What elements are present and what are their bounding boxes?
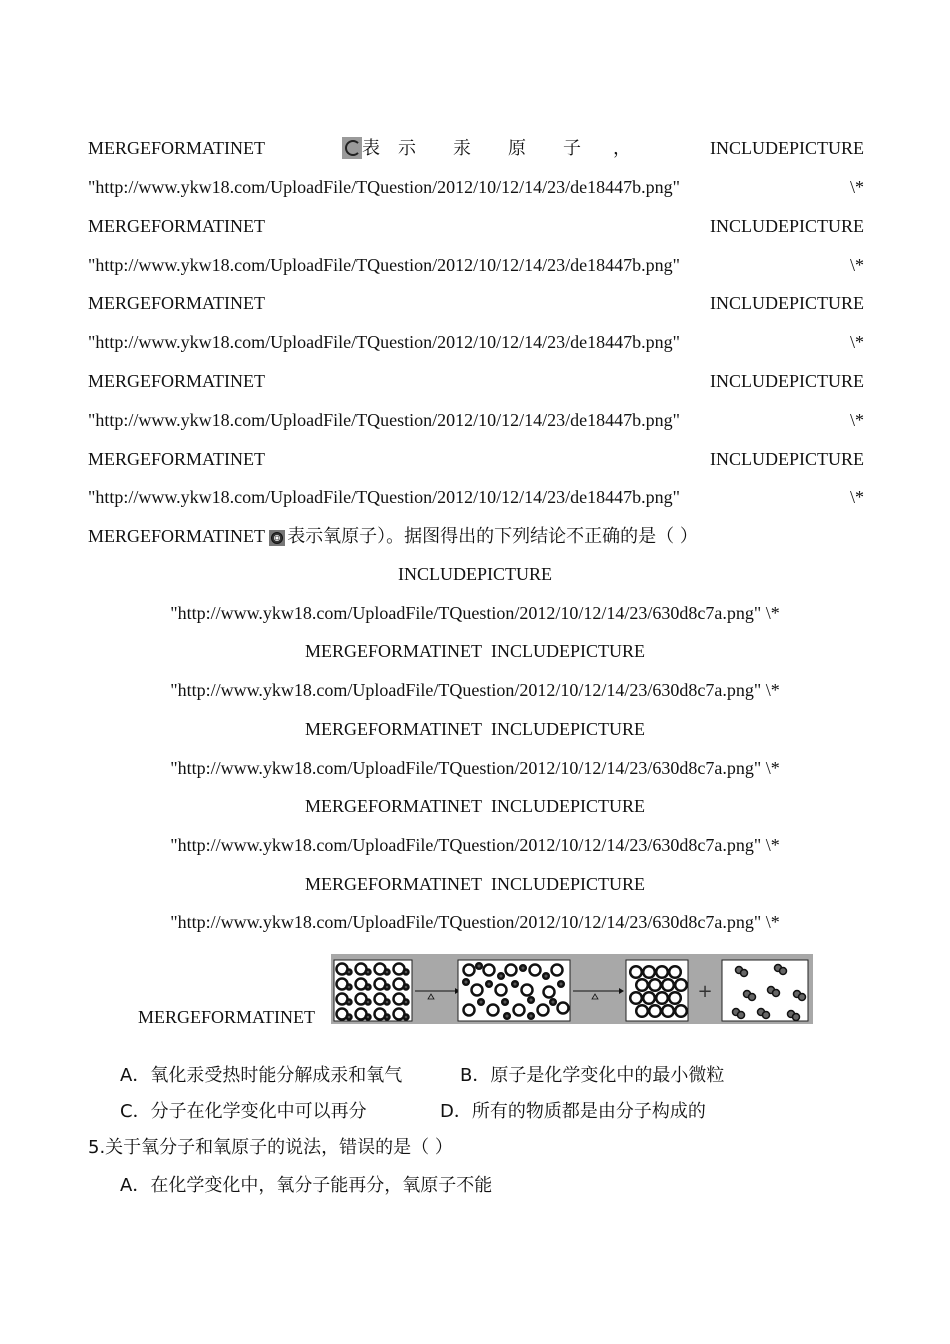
merge-line (88, 369, 864, 393)
oxygen-atom (385, 970, 390, 975)
field-url: "http://www.ykw18.com/UploadFile/TQuestion/2012/10/12/14/23/630d8c7a.png" \* (170, 758, 780, 778)
field-include: INCLUDEPICTURE (491, 796, 645, 816)
field-merge: MERGEFORMATINET (88, 449, 266, 469)
field-url: "http://www.ykw18.com/UploadFile/TQuestion/2012/10/12/14/23/de18447b.png" (88, 410, 680, 430)
field-merge: MERGEFORMATINET (88, 526, 265, 546)
url-line (88, 330, 864, 354)
oxygen-atom-icon (269, 530, 285, 546)
field-include: INCLUDEPICTURE (709, 138, 864, 158)
mercury-char: ， (613, 138, 631, 158)
field-url: "http://www.ykw18.com/UploadFile/TQuestion/2012/10/12/14/23/de18447b.png" (88, 487, 680, 507)
field-merge: MERGEFORMATINET (88, 138, 266, 158)
oxygen-atom (404, 1015, 409, 1020)
mercury-char: 示 (398, 138, 416, 158)
field-switch: \* (849, 177, 864, 197)
oxygen-atom (558, 981, 564, 987)
merge-include-line (0, 872, 950, 896)
oxygen-atom (463, 979, 469, 985)
oxygen-atom (520, 965, 526, 971)
oxygen-atom (404, 1000, 409, 1005)
figure-plus: + (697, 981, 713, 1002)
oxygen-atom (763, 1012, 770, 1019)
field-url: "http://www.ykw18.com/UploadFile/TQuestion/2012/10/12/14/23/630d8c7a.png" \* (170, 912, 780, 932)
oxygen-atom (502, 999, 508, 1005)
oxygen-atom (366, 985, 371, 990)
field-url: "http://www.ykw18.com/UploadFile/TQuestion/2012/10/12/14/23/de18447b.png" (88, 177, 680, 197)
oxygen-atom (366, 1000, 371, 1005)
oxygen-atom (404, 970, 409, 975)
option-a[interactable]: A．氧化汞受热时能分解成汞和氧气 (120, 1065, 403, 1086)
field-url: "http://www.ykw18.com/UploadFile/TQuestion/2012/10/12/14/23/630d8c7a.png" \* (170, 603, 780, 623)
oxygen-atom (498, 973, 504, 979)
mercury-atom-icon (342, 137, 362, 159)
option-d[interactable]: D．所有的物质都是由分子构成的 (440, 1101, 706, 1122)
mercury-char: 子 (563, 138, 581, 158)
field-switch: \* (849, 410, 864, 430)
field-switch: \* (849, 487, 864, 507)
field-url: "http://www.ykw18.com/UploadFile/TQuestion/2012/10/12/14/23/630d8c7a.png" \* (170, 680, 780, 700)
merge-include-line (0, 717, 950, 741)
field-merge: MERGEFORMATINET (304, 796, 482, 816)
oxygen-atom (404, 985, 409, 990)
field-include: INCLUDEPICTURE (491, 874, 645, 894)
merge-line (88, 214, 864, 238)
oxygen-atom (528, 997, 534, 1003)
oxygen-atom (476, 963, 482, 969)
field-switch: \* (849, 332, 864, 352)
question5-option-a[interactable]: A．在化学变化中，氧分子能再分，氧原子不能 (120, 1175, 493, 1196)
field-merge: MERGEFORMATINET (88, 293, 266, 313)
option-c[interactable]: C．分子在化学变化中可以再分 (120, 1101, 367, 1122)
field-include: INCLUDEPICTURE (710, 293, 864, 313)
field-switch: \* (849, 255, 864, 275)
mercury-oxide-decomposition-figure (331, 954, 813, 1024)
line-1 (88, 136, 864, 160)
oxygen-atom (504, 1013, 510, 1019)
field-include: INCLUDEPICTURE (710, 449, 864, 469)
url-line (88, 253, 864, 277)
mercury-char: 原 (508, 138, 526, 158)
oxygen-atom (366, 1015, 371, 1020)
question4-stem-text: 表示氧原子）。据图得出的下列结论不正确的是（ ） (287, 526, 698, 547)
merge-line (88, 447, 864, 471)
oxygen-atom (385, 1000, 390, 1005)
url-line (88, 175, 864, 199)
oxygen-atom (486, 981, 492, 987)
field-merge: MERGEFORMATINET (88, 216, 266, 236)
field-include: INCLUDEPICTURE (491, 719, 645, 739)
field-url: "http://www.ykw18.com/UploadFile/TQuestion/2012/10/12/14/23/de18447b.png" (88, 255, 680, 275)
field-url: "http://www.ykw18.com/UploadFile/TQuestion/2012/10/12/14/23/630d8c7a.png" \* (170, 835, 780, 855)
url-line (88, 408, 864, 432)
oxygen-atom (366, 970, 371, 975)
field-merge: MERGEFORMATINET (138, 1007, 316, 1027)
oxygen-atom (385, 1015, 390, 1020)
option-b[interactable]: B．原子是化学变化中的最小微粒 (460, 1065, 725, 1086)
oxygen-atom (550, 999, 556, 1005)
oxygen-atom (793, 1014, 800, 1021)
field-merge: MERGEFORMATINET (304, 719, 482, 739)
mercury-char: 汞 (453, 138, 471, 158)
field-url: "http://www.ykw18.com/UploadFile/TQuestion/2012/10/12/14/23/de18447b.png" (88, 332, 680, 352)
oxygen-atom (347, 1015, 352, 1020)
field-include: INCLUDEPICTURE (491, 641, 645, 661)
oxygen-atom (738, 1012, 745, 1019)
field-include: INCLUDEPICTURE (710, 216, 864, 236)
oxygen-atom (512, 981, 518, 987)
oxygen-atom (543, 973, 549, 979)
oxygen-atom (528, 1013, 534, 1019)
oxygen-atom (347, 985, 352, 990)
oxygen-atom (799, 994, 806, 1001)
mercury-char: 表 (362, 138, 380, 158)
oxygen-atom (780, 968, 787, 975)
question5-stem: 5.关于氧分子和氧原子的说法，错误的是（ ） (88, 1137, 453, 1158)
merge-line (88, 291, 864, 315)
oxygen-atom (347, 970, 352, 975)
oxygen-atom (478, 999, 484, 1005)
oxygen-atom (385, 985, 390, 990)
mercury-legend (342, 136, 633, 160)
field-merge: MERGEFORMATINET (304, 874, 482, 894)
field-include: INCLUDEPICTURE (710, 371, 864, 391)
oxygen-atom (773, 990, 780, 997)
field-include: INCLUDEPICTURE (398, 564, 552, 584)
merge-include-line (0, 794, 950, 818)
oxygen-atom (741, 970, 748, 977)
field-merge: MERGEFORMATINET (88, 371, 266, 391)
question4-stem-end (88, 524, 698, 549)
url-line (88, 485, 864, 509)
oxygen-atom (749, 994, 756, 1001)
merge-include-line (0, 639, 950, 663)
field-merge: MERGEFORMATINET (304, 641, 482, 661)
oxygen-atom (347, 1000, 352, 1005)
